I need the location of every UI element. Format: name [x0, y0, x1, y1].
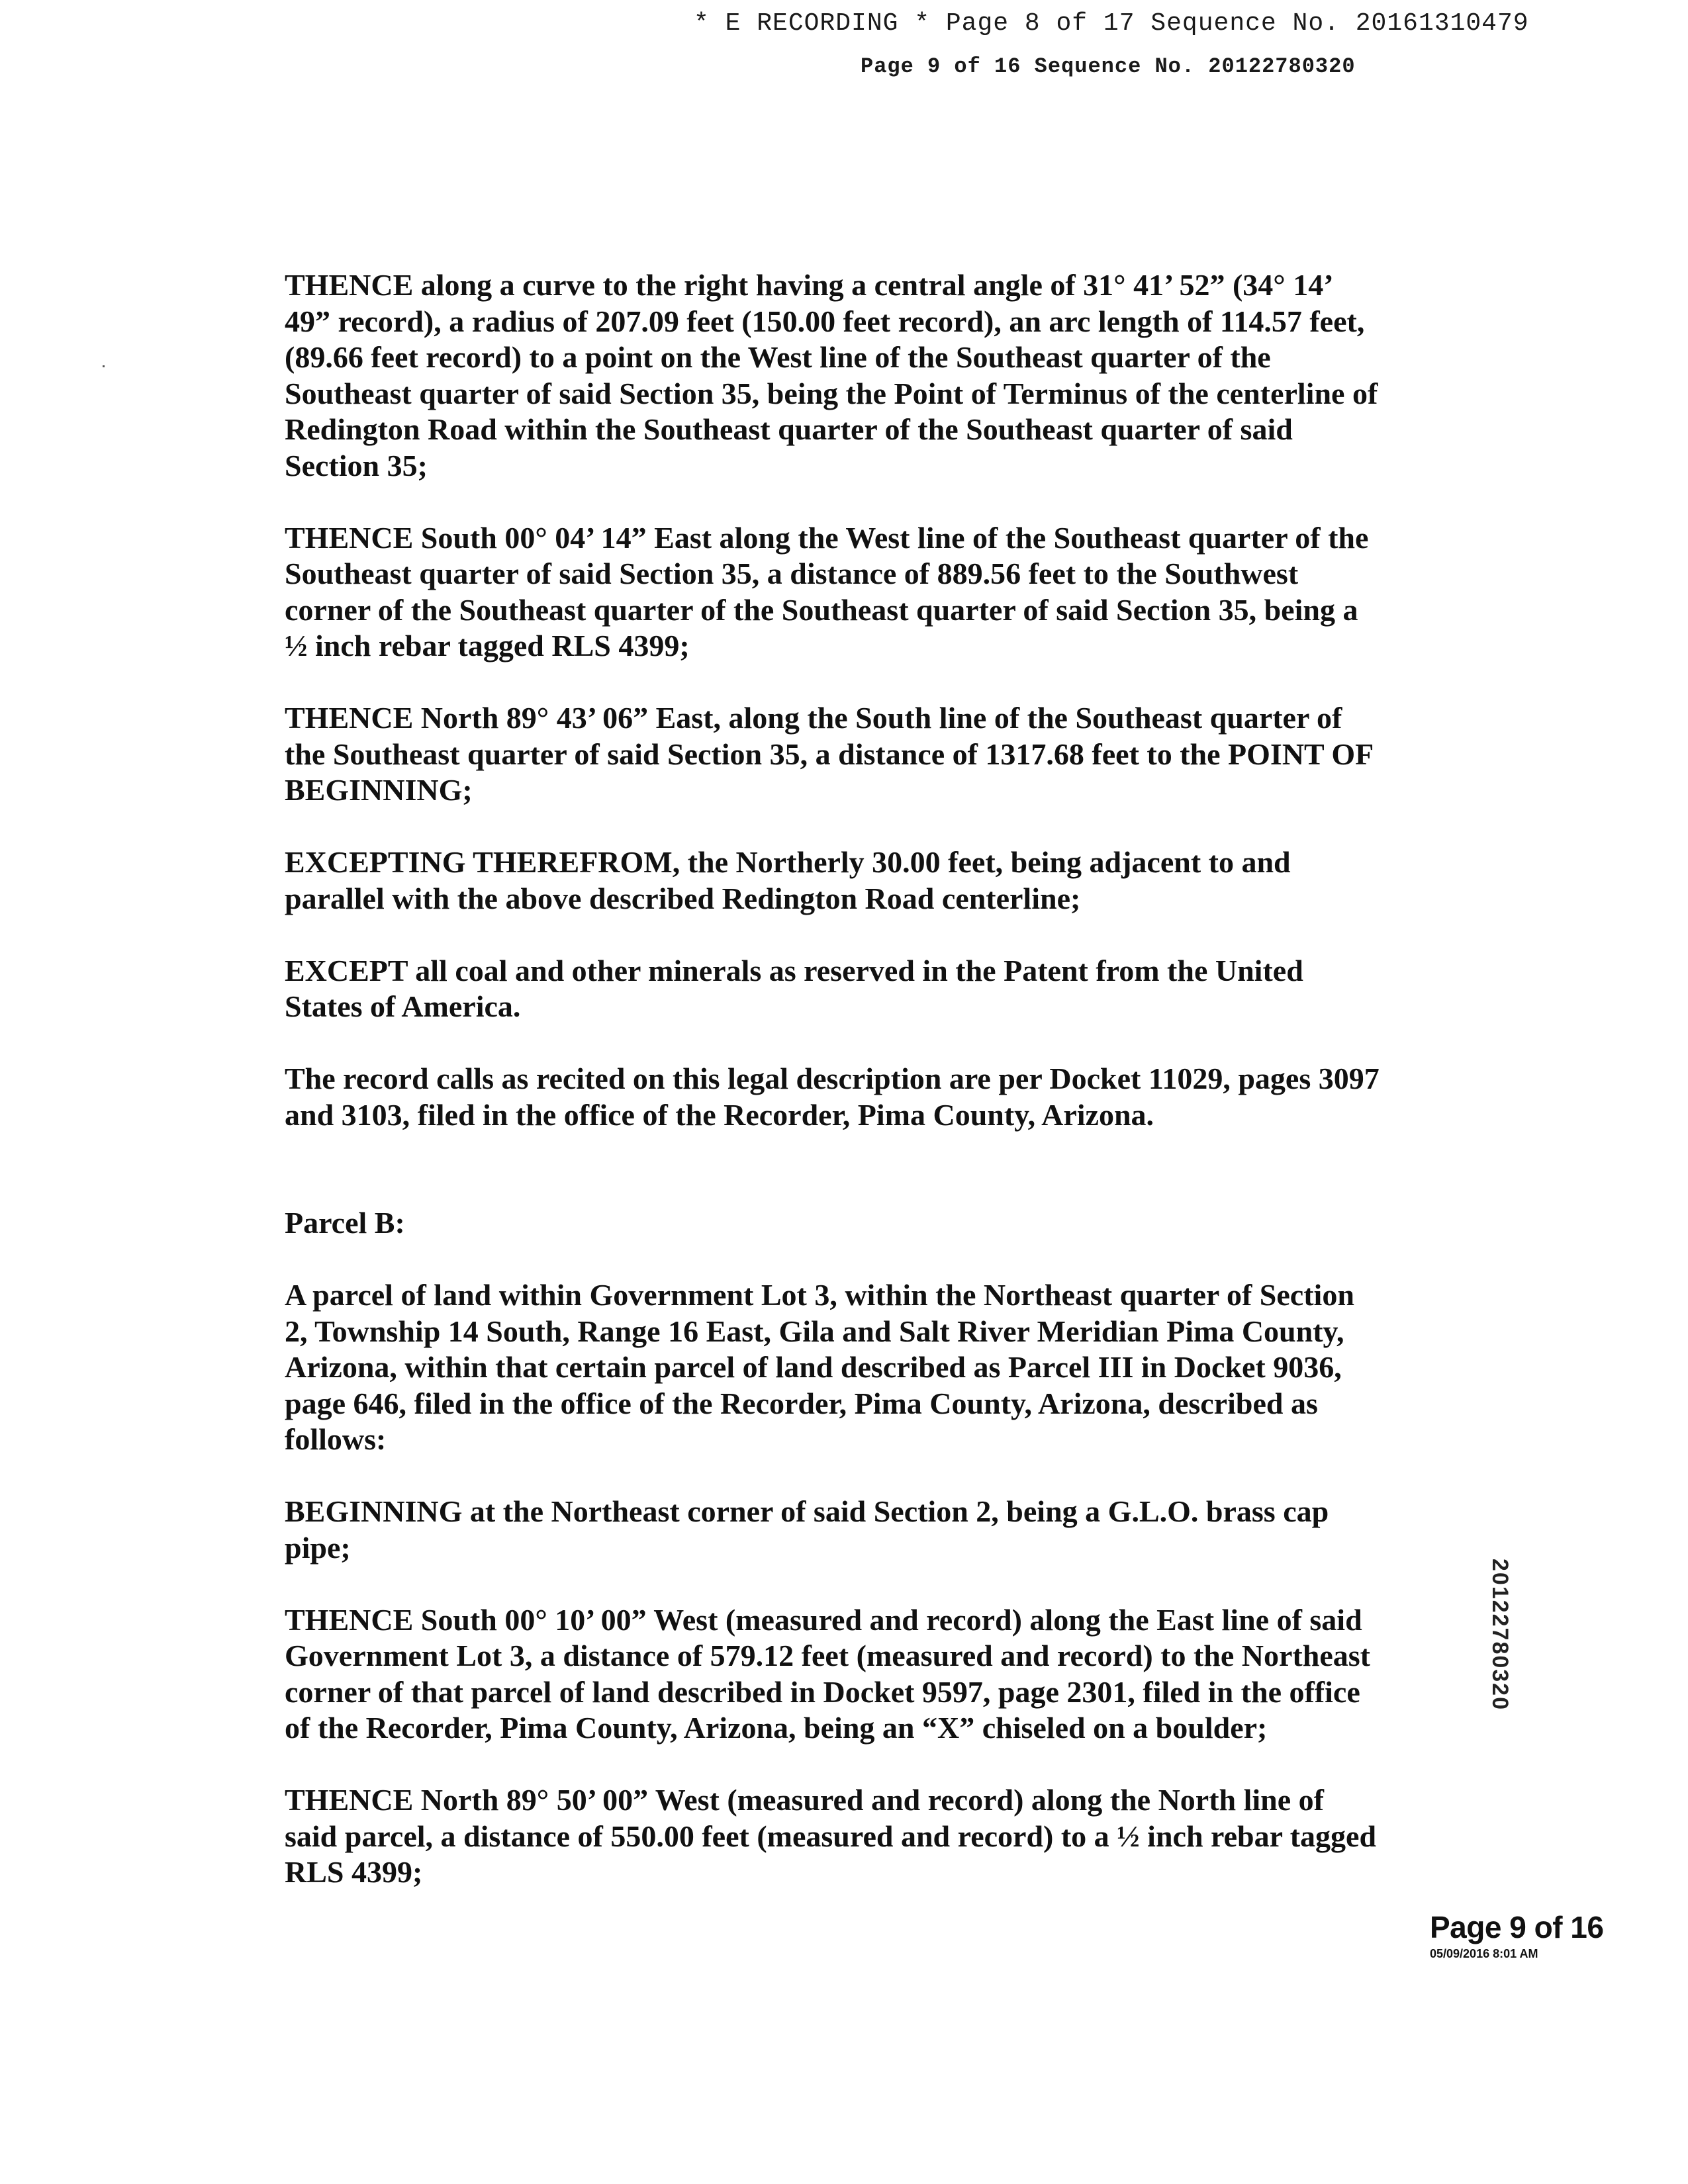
paragraph-thence-north-west: THENCE North 89° 50’ 00” West (measured and record) along the North line of said parcel, a distance of 550.00 feet (measured and record) to a ½ inch rebar tagged RLS 4399; [285, 1783, 1377, 1889]
page-footer [1430, 1910, 1628, 1962]
paragraph-record-calls: The record calls as recited on this legal description are per Docket 11029, pages 3097 and 3103, filed in the office of the Recorder, Pima County, Arizona. [285, 1062, 1380, 1132]
vertical-sequence-stamp [1476, 1509, 1513, 1760]
paragraph-except-minerals: EXCEPT all coal and other minerals as reserved in the Patent from the United States of America. [285, 953, 1303, 1023]
paragraph-thence-north-east: THENCE North 89° 43’ 06” East, along the South line of the Southeast quarter of the Southeast quarter of said Section 35, a distance of 1317.68 feet to the POINT OF BEGINNING; [285, 701, 1373, 807]
paragraph-excepting: EXCEPTING THEREFROM, the Northerly 30.00 feet, being adjacent to and parallel with the above described Redington Road centerline; [285, 845, 1291, 915]
legal-description-body [285, 267, 1383, 1927]
scan-speck [103, 365, 105, 367]
paragraph-parcel-b-description: A parcel of land within Government Lot 3, within the Northeast quarter of Section 2, Township 14 South, Range 16 East, Gila and Salt River Meridian Pima County, Arizona, within that certain parcel of land described as Parcel III in Docket 9036, page 646, filed in the office of the Recorder, Pima County, Arizona, described as follows: [285, 1278, 1354, 1456]
recording-stamp-header: * E RECORDING * Page 8 of 17 Sequence No. 20161310479 [694, 9, 1529, 38]
recording-timestamp: 05/09/2016 8:01 AM [1430, 1947, 1538, 1960]
paragraph-thence-south-west: THENCE South 00° 10’ 00” West (measured and record) along the East line of said Government Lot 3, a distance of 579.12 feet (measured and record) to the Northeast corner of that parcel of land described in Docket 9597, page 2301, filed in the office of the Recorder, Pima County, Arizona, being an “X” chiseled on a boulder; [285, 1602, 1370, 1745]
paragraph-beginning: BEGINNING at the Northeast corner of said Section 2, being a G.L.O. brass cap pipe; [285, 1494, 1329, 1565]
paragraph-thence-south: THENCE South 00° 04’ 14” East along the West line of the Southeast quarter of the Southeast quarter of said Section 35, a distance of 889.56 feet to the Southwest corner of the Southeast quarter of the Southeast quarter of said Section 35, being a ½ inch rebar tagged RLS 4399; [285, 520, 1369, 662]
page-number-label: Page 9 of 16 [1430, 1910, 1604, 1944]
sequence-stamp-header: Page 9 of 16 Sequence No. 20122780320 [861, 54, 1356, 79]
paragraph-curve: THENCE along a curve to the right having a central angle of 31° 41’ 52” (34° 14’ 49” record), a radius of 207.09 feet (150.00 feet record), an arc length of 114.57 feet, (89.66 feet record) to a point on the West line of the Southeast quarter of the Southeast quarter of said Section 35, being the Point of Terminus of the centerline of Redington Road within the Southeast quarter of the Southeast quarter of said Section 35; [285, 268, 1378, 482]
parcel-b-heading: Parcel B: [285, 1206, 405, 1240]
vertical-sequence-text: 20122780320 [1487, 1558, 1513, 1711]
